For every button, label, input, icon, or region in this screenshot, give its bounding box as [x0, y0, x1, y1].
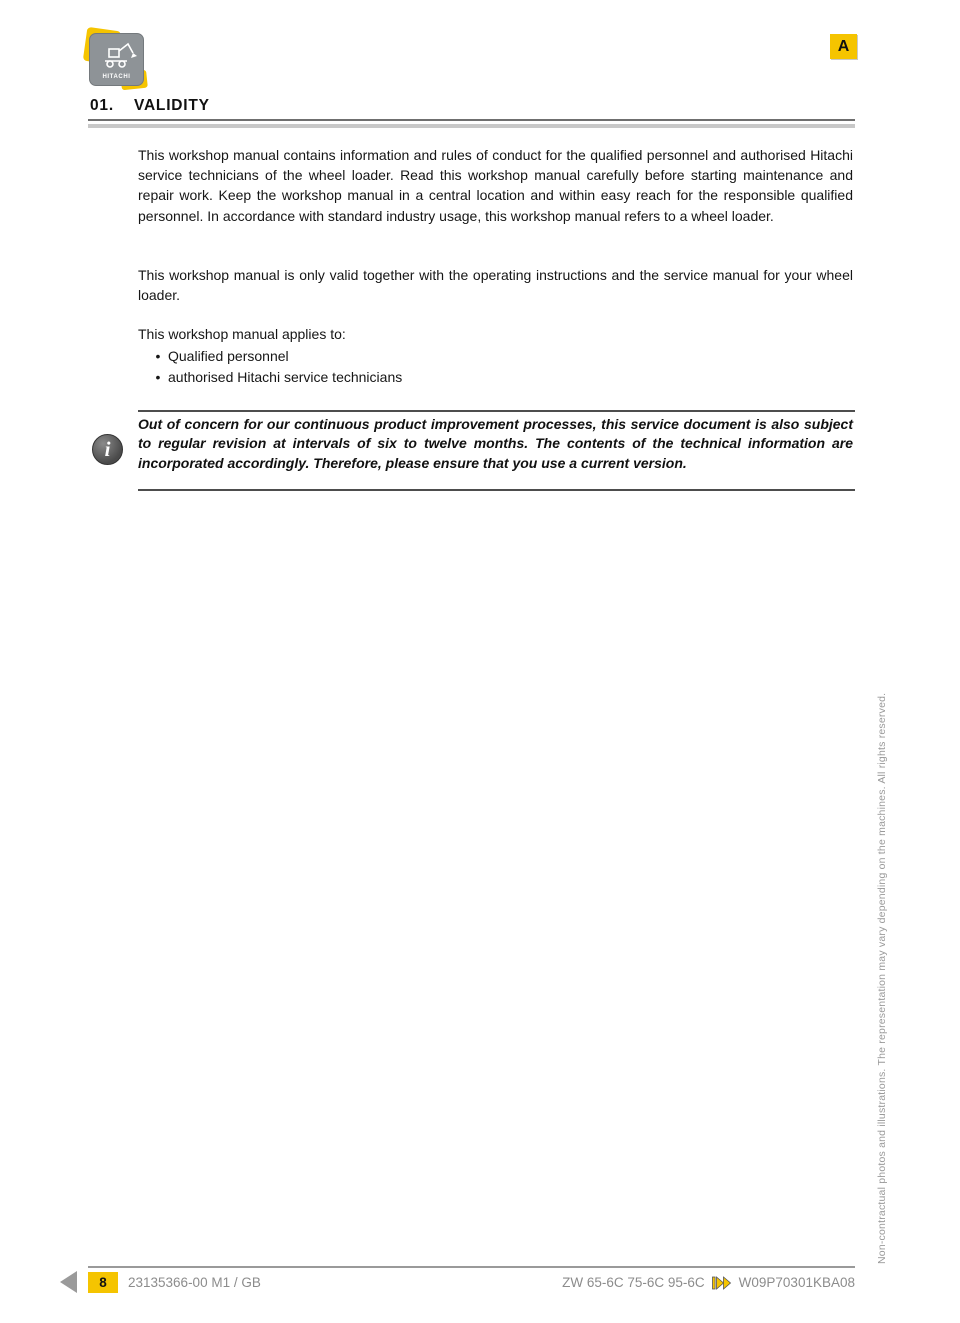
register-tab — [830, 34, 857, 59]
footer-right-group — [562, 1272, 855, 1293]
logo-plate — [89, 33, 144, 86]
hitachi-logo — [88, 32, 145, 87]
heading-rule-light — [88, 124, 855, 128]
model-list: ZW 65-6C 75-6C 95-6C — [562, 1275, 705, 1290]
note-rule-top — [138, 410, 855, 412]
list-item — [148, 346, 402, 367]
list-item — [148, 367, 402, 388]
excavator-icon — [97, 40, 139, 70]
fast-forward-icon — [712, 1276, 732, 1290]
side-legal-note: Non-contractual photos and illustrations. The representation may vary depending on the machines. All rights reserved. — [876, 692, 888, 1264]
info-icon: i — [92, 434, 123, 465]
list-item-text: • authorised Hitachi service technicians — [168, 368, 403, 385]
page-number: 8 — [99, 1275, 107, 1290]
paragraph-validity-1: This workshop manual contains information and rules of conduct for the qualified personnel and authorised Hitachi service technicians of the wheel loader. Read this workshop manual carefully before starting maintenance and repair work. Keep the workshop manual in a central location and within easy reach for the responsible qualified personnel. In accordance with standard industry usage, this workshop manual refers to a wheel loader. — [138, 147, 853, 224]
page-number-badge — [88, 1272, 118, 1293]
note-rule-bottom — [138, 489, 855, 491]
logo-brand-text: HITACHI — [102, 74, 131, 80]
section-number: 01. — [90, 97, 114, 114]
applies-list — [148, 346, 402, 387]
note-text: Out of concern for our continuous product improvement processes, this service document is also subject to regular revision at intervals of six to twelve months. The contents of the technical information are incorporated accordingly. Therefore, please ensure that you use a current version. — [138, 416, 853, 471]
applies-intro: This workshop manual applies to: — [138, 326, 346, 342]
register-tab-letter: A — [837, 37, 850, 55]
back-arrow-icon — [60, 1271, 77, 1293]
section-title: VALIDITY — [133, 97, 210, 114]
paragraph-validity-2: This workshop manual is only valid together with the operating instructions and the service manual for your wheel loader. — [138, 267, 853, 304]
footer-rule — [88, 1266, 855, 1268]
document-code: W09P70301KBA08 — [738, 1275, 855, 1290]
document-reference: 23135366-00 M1 / GB — [128, 1275, 261, 1290]
list-item-text: • Qualified personnel — [168, 348, 289, 364]
section-heading — [90, 97, 210, 115]
heading-rule-dark — [88, 119, 855, 121]
